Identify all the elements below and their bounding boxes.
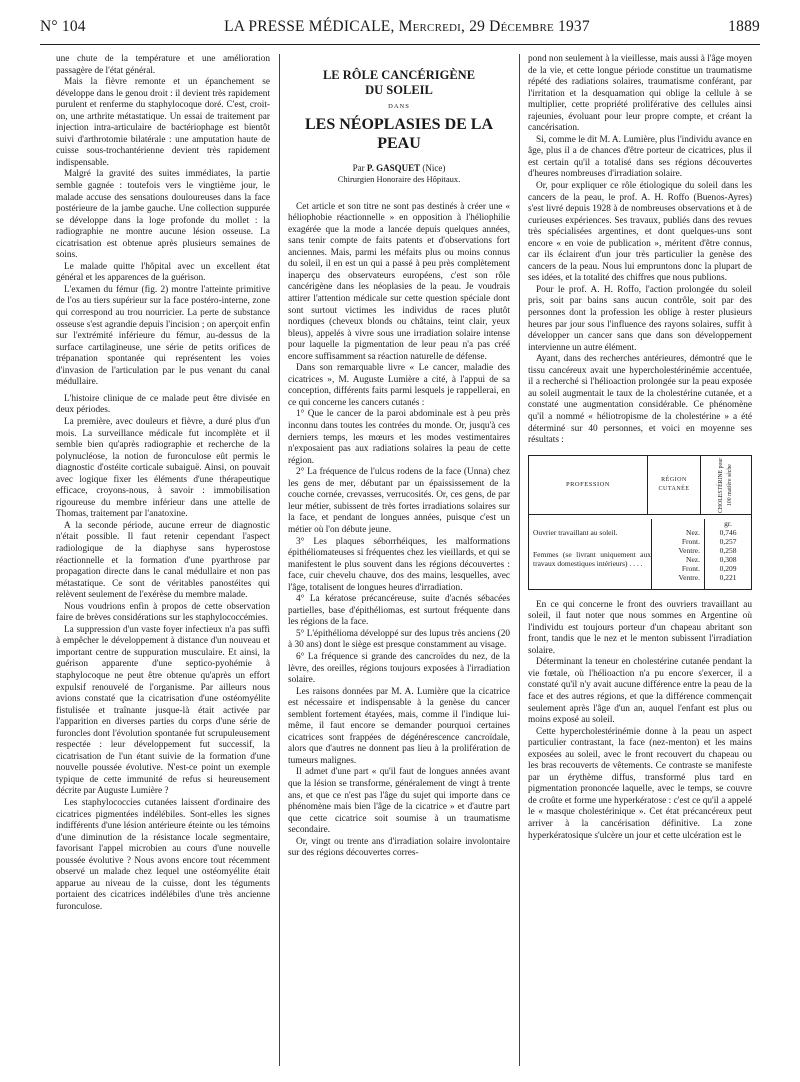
paragraph: Le malade quitte l'hôpital avec un excellent état général et les apparences de la guérison. [56,261,270,284]
table-cell-value: 0,746 [719,527,737,537]
paragraph: En ce qui concerne le front des ouvriers travaillant au soleil, il faut noter que nous sommes en Argentine où l'individu est toujours porteur d'un chapeau abritant son front, tandis que le nez et le menton subissent l'irradiation solaire. [528,599,752,656]
paragraph: Nous voudrions enfin à propos de cette observation faire de brèves considérations sur les staphylococcémies. [56,601,270,624]
paragraph: 2° La fréquence de l'ulcus rodens de la face (Unna) chez les gens de mer, débutant par un épaississement de la couche cornée, crevasses, verrucosités. Or, ces gens, de par leur métier, subissent de très fortes irradiations solaires sur la face, et pendant de longues années, puisque c'est un métier où l'on débute jeune. [288,467,510,535]
author-line [288,163,510,175]
column-divider-1 [279,54,280,1066]
column-2 [288,54,510,860]
paragraph: 3° Les plaques séborrhéiques, les malformations épithéliomateuses si fréquentes chez les vieillards, et qui se manifestent le plus souvent dans les régions découvertes : face, cuir chevelu chauve, dos des mains, lesquelles, avec l'âge, totalisent de longues heures d'irradiation. [288,536,510,593]
paragraph: Or, pour expliquer ce rôle étiologique du soleil dans les cancers de la peau, le prof. A. H. Roffo (Buenos-Ayres) s'est livré depuis 1928 à de nombreuses observations et à de curieuses expériences. Ses travaux, publiés dans des revues très spécialisées argentines, et dont quelques-uns sont encore « en voie de publication », méritent d'être connus, car ils éclairent d'un jour très particulier la genèse des cancers de la peau. Nous lui empruntons donc la plupart de ses idées, et la totalité des chiffres que nous publions. [528,181,752,284]
paragraph: Cette hypercholestérinémie donne à la peau un aspect particulier contrastant, la face (nez-menton) et les mains exposées au soleil, avec le front recouvert du chapeau ou les bras recouverts de vêtements. Ce contraste se manifeste par un érythème diffus, transformé plus tard en pigmentation prononcée laquelle, avec le temps, se couvre de croûte et forme une hyperkératose : c'est ce qu'il a appelé le « masque cholestérinique ». Cet état précancéreux peut arriver à la cancérisation définitive. La zone hyperkératosique s'ulcère un jour et cette ulcération est le [528,726,752,841]
author-city: (Nice) [422,162,446,173]
table-cell-profession: Ouvrier travaillant au soleil. [533,527,618,537]
table-cell-value: 0,257 [719,536,737,546]
table-header [529,456,751,515]
paragraph: 5° L'épithélioma développé sur des lupus très anciens (20 à 30 ans) dont le siège est presque constamment au visage. [288,628,511,651]
author-name: P. GASQUET [366,162,421,173]
paragraph: Déterminant la teneur en cholestérine cutanée pendant la vie fœtale, où l'hélioaction n'a pu encore s'exercer, il a constaté qu'il n'y avait aucune différence entre la peau de la face et des autres régions, et que la différence commençait seulement après l'âge d'un an, auquel l'enfant est plus ou moins exposé au soleil. [528,657,752,726]
paragraph: Malgré la gravité des suites immédiates, la partie semble gagnée : toutefois vers le vingtième jour, le malade accuse des sensations douloureuses dans la face postérieure de la jambe gauche. Une collection suppurée se développe dans la loge profonde du mollet : la radiographie ne montre aucune lésion osseuse. La cicatrisation est obtenue après plusieurs semaines de soins. [56,169,270,261]
article-title-line-2: DU SOLEIL [365,83,433,97]
table-cell-profession: Femmes (se livrant uniquement aux travaux domestiques intérieurs) . . . . [533,549,651,568]
author-prefix: Par [352,162,365,173]
cholesterol-table [528,455,752,590]
table-cell-region: Front. [681,536,700,546]
table-cell-value: 0,221 [719,572,737,582]
header-cholesterol-label: CHOLESTÉRINE pour 100 matière sèche [718,456,733,513]
paragraph: La suppression d'un vaste foyer infectieux n'a pas suffi à empêcher le développement à distance d'un nouveau et important centre de suppuration musculaire. Et ainsi, la guérison apparente d'une septico-pyohémie à staphylocoque ne peut être obtenue qu'après un effort expulsif renouvelé de l'organisme. Par ailleurs nous avions constaté que la cicatrisation d'une ostéomyélite fistulisée et traînante jusque-là était activée par l'apparition en diverses parties du corps d'une série de furoncles dont l'évolution spontanée fut scrupuleusement respectée : leur développement fut successif, la cicatrisation de l'un étant suivie de la formation d'une nouvelle poussée évolutive. N'est-ce point un exemple typique de cette immunité de refus si heureusement décrite par Auguste Lumière ? [56,624,270,797]
paragraph: Dans son remarquable livre « Le cancer, maladie des cicatrices », M. Auguste Lumière a cité, à l'appui de sa conception, différents faits parmi lesquels je rappellerai, en ce qui concerne les cancers cutanés : [288,363,510,408]
paragraph: Les raisons données par M. A. Lumière que la cicatrice est nécessaire et indispensable à la genèse du cancer semblent fortement étayées, mais, comme il l'indique lui-même, il faut encore se demander pourquoi certaines cicatrices sont frappées de dégénérescence cancroïdale, alors que d'autres ne donnent pas lieu à la prolifération de tumeurs malignes. [288,686,510,766]
paragraph: 1° Que le cancer de la paroi abdominale est à peu près inconnu dans toutes les contrées du monde. Or, jusqu'à ces derniers temps, les mœurs et les modes vestimentaires n'exposaient pas aux radiations solaires la peau de cette région. [288,409,510,466]
paragraph: Si, comme le dit M. A. Lumière, plus l'individu avance en âge, plus il a de chances d'être porteur de cicatrices, plus il est certain qu'il a totalisé dans ses régions découvertes d'heures nombreuses d'irradiation solaire. [528,134,752,180]
article-title-connector: DANS [388,103,410,110]
paragraph: L'examen du fémur (fig. 2) montre l'atteinte primitive de l'os au tiers supérieur sur la face postéro-interne, zone qui correspond au trou nourricier. La perte de substance osseuse s'est agrandie depuis l'incision ; on aperçoit enfin sur l'extrémité inférieure du fémur, au-dessus de la surface cartilagineuse, une série de petits orifices de trépanation spontanée qui représentent les voies d'invasion de l'articulation par le pus venant du canal médullaire. [56,284,270,388]
region-cells [652,519,705,589]
issue-number: N° 104 [40,18,86,35]
table-cell-value: 0,209 [719,563,737,573]
paragraph: A la seconde période, aucune erreur de diagnostic n'était possible. Il faut retenir cependant l'aspect radiologique de la diaphyse sans hyperostose réactionnelle et la formation d'une pyarthrose par propagation directe dans le canal médullaire et non pas métastatique. Ce sont de véritables panostéites qui relèvent seulement de l'exérèse du membre malade. [56,520,270,601]
column-3 [528,54,752,842]
paragraph: Les staphylococcies cutanées laissent d'ordinaire des cicatrices pigmentées indélébiles. Sont-elles les signes indifférents d'une lésion antérieure éteinte ou les témoins d'une diminution de la résistance locale segmentaire, favorisant l'appel microbien au cours d'une nouvelle poussée évolutive ? Nous avons encore tout récemment observé un malade chez lequel une ostéomyélite était apparue au niveau de la cuisse, dont les téguments portaient des cicatrices indélébiles d'une très ancienne furonculose. [56,798,270,912]
column-divider-2 [519,54,520,1066]
paragraph: Mais la fièvre remonte et un épanchement se développe dans le genou droit : il devient très rapidement purulent et renferme du staphylocoque doré. C'est, croit-on, une arthrite métastatique. Un essai de traitement par injection intra-articulaire de bactériophage est bientôt suivi d'arthrotomie bilatérale : une amputation haute de cuisse sous-trochantérienne devient très rapidement indispensable. [56,77,270,168]
header-region-line-2: CUTANÉE [658,485,690,492]
value-cells [705,519,751,589]
page-number: 1889 [728,18,760,35]
article-title-line-3: LES NÉOPLASIES DE LA PEAU [304,115,494,152]
article-title-line-1: LE RÔLE CANCÉRIGÈNE [322,68,476,82]
table-cell-region: Front. [681,563,700,573]
table-unit: gr. [724,518,732,528]
paragraph: L'histoire clinique de ce malade peut être divisée en deux périodes. [56,393,270,416]
header-cholesterol [701,456,751,514]
paragraph: 4° La kératose précancéreuse, suite d'acnés sébacées partielles, base d'épithéliomas, est surtout fréquente dans les régions de la face. [288,594,510,628]
journal-title: LA PRESSE MÉDICALE, Mercredi, 29 Décembre 1937 [224,18,590,35]
paragraph: Pour le prof. A. H. Roffo, l'action prolongée du soleil pris, soit par bains sans aucun contrôle, soit par des personnes dont la profession les oblige à rester plusieurs heures par jour sous l'influence des rayons solaires, suffit à développer un cancer sans que dans son développement intervienne un autre élément. [528,284,752,353]
table-cell-value: 0,258 [719,545,737,555]
paragraph: La première, avec douleurs et fièvre, a duré plus d'un mois. La surveillance médicale fut incomplète et il semble bien qu'après radiographie et recherche de la polynucléose, la notion de furonculose eût permis le diagnostic d'ostéite corticale subaiguë. Ainsi, on pouvait avec logique fixer les éléments d'une thérapeutique efficace, croyons-nous, à savoir : immobilisation rigoureuse du membre inférieur dans une attelle de Thomas, traitement par l'anatoxine. [56,416,270,520]
column-1 [56,54,270,913]
header-profession: PROFESSION [529,456,648,514]
table-cell-region: Ventre. [678,572,700,582]
header-region [648,456,701,514]
header-region-line-1: RÉGION [661,476,687,483]
profession-cells [529,519,652,589]
page-header [40,18,760,45]
paragraph: 6° La fréquence si grande des cancroïdes du nez, de la lèvre, des oreilles, régions toujours exposées à l'irradiation solaire. [288,651,510,686]
table-body [529,515,751,589]
table-cell-region: Nez. [686,554,700,564]
paragraph: pond non seulement à la vieillesse, mais aussi à l'âge moyen de la vie, et cette longue période constitue un traumatisme répété des radiations solaires, traumatisme conférant, par l'irritation et la desquamation qui oblige la cellule à se multiplier, cette propriété proliférative des cellules ainsi rajeunies, évoluant pour leur propre compte, et créant la cancérisation. [528,54,752,134]
table-cell-region: Ventre. [678,545,700,555]
table-cell-region: Nez. [686,527,700,537]
paragraph: Il admet d'une part « qu'il faut de longues années avant que la lésion se transforme, généralement de vingt à trente ans, et que ce n'est pas l'âge du sujet qui importe dans ce phénomène mais bien l'âge de la cicatrice » et d'autre part que cette cicatrice soit soumise à un traumatisme secondaire. [288,767,510,836]
table-cell-value: 0,308 [719,554,737,564]
paragraph: Or, vingt ou trente ans d'irradiation solaire involontaire sur des régions découvertes corres- [288,836,510,859]
paragraph: Cet article et son titre ne sont pas destinés à créer une « héliophobie réactionnelle » en opposition à l'héliophilie exagérée que la mode a lancée depuis quelques années, sans tenir compte de faits patents et d'observations fort anciennes. Mais, parmi les méfaits plus ou moins connus du soleil, il en est un qui a passé à peu près complètement inaperçu des observateurs européens, c'est son rôle cancérigène dans les néoplasies de la peau. Je voudrais attirer l'attention médicale sur cette question spéciale dont sont surtout victimes les individus de races plutôt nordiques (cheveux blonds ou châtains, teint clair, yeux bleus), appelés à vivre sous une irradiation solaire intense pour laquelle la pigmentation de leur peau n'a pas créé encore suffisamment sa réaction naturelle de défense. [288,201,510,362]
author-affiliation: Chirurgien Honoraire des Hôpitaux. [337,174,461,185]
paragraph: Ayant, dans des recherches antérieures, démontré que le tissu cancéreux avait une hypercholestérinémie accentuée, il a recherché si l'hélioaction prolongée sur la peau exposée au soleil augmentait le taux de la cholestérine cutanée, et a constaté une augmentation considérable. Ce phénomène qu'il a nommé « héliotropisme de la cholestérine » a été déterminé sur 40 personnes, et voici en moyenne ses résultats : [528,354,752,446]
paragraph: une chute de la température et une amélioration passagère de l'état général. [56,54,270,76]
